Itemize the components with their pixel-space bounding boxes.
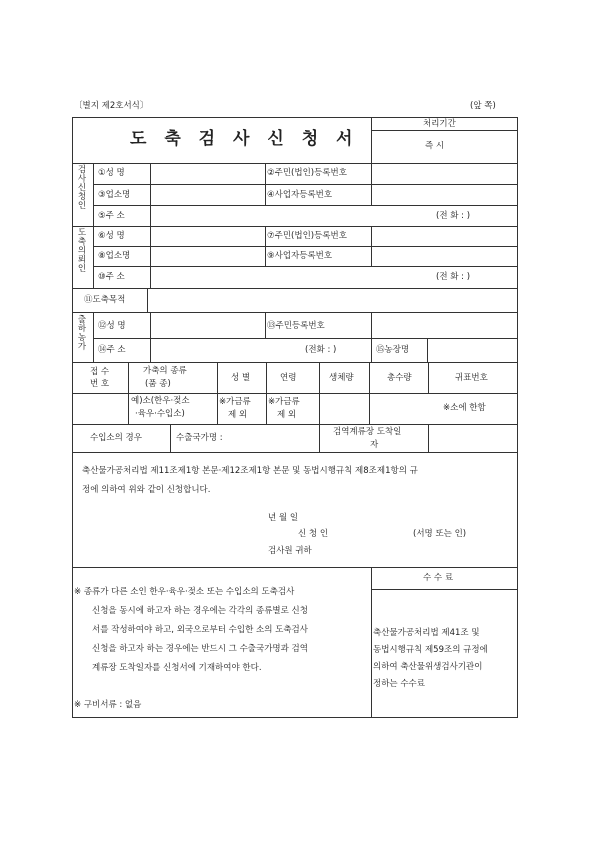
receipt-no-field[interactable] <box>73 394 127 424</box>
live-weight-field[interactable] <box>320 394 368 424</box>
form-number: 〔별지 제2호서식〕 <box>74 101 149 111</box>
shipper-regno-label: ⑬주민등록번호 <box>267 321 325 331</box>
shipper-address-field[interactable] <box>151 339 301 362</box>
recipient-label: 검사원 귀하 <box>268 546 312 556</box>
poultry-exclude-note-1a: ※가금류 <box>219 397 251 407</box>
client-name-label: ⑥성 명 <box>98 231 125 241</box>
client-bizreg-field[interactable] <box>372 247 516 266</box>
applicant-group-label: 검 사 신 청 인 <box>77 165 87 211</box>
applicant-business-label: ③업소명 <box>98 190 131 200</box>
receipt-no-header-2: 번 호 <box>90 379 110 389</box>
client-regno-field[interactable] <box>372 227 516 246</box>
farm-name-field[interactable] <box>428 339 516 362</box>
shipper-regno-field[interactable] <box>372 313 516 338</box>
required-documents-note: ※ 구비서류 : 없음 <box>74 700 142 710</box>
applicant-name-label: ①성 명 <box>98 168 125 178</box>
shipper-phone-label: (전화 : ) <box>305 345 337 355</box>
remark-line-2: 신청을 동시에 하고자 하는 경우에는 각각의 종류별로 신청 <box>92 606 308 616</box>
applicant-sign-label: 신 청 인 <box>298 529 329 539</box>
livestock-kind-header-2: (품 종) <box>145 379 171 389</box>
ear-tag-header: 귀표번호 <box>455 373 488 383</box>
export-country-label: 수출국가명 : <box>176 433 223 443</box>
client-bizreg-label: ⑨사업자등록번호 <box>267 251 333 261</box>
shipper-name-label: ⑫성 명 <box>98 321 126 331</box>
client-address-label: ⑩주 소 <box>98 272 125 282</box>
poultry-exclude-note-2a: ※가금류 <box>268 397 300 407</box>
applicant-bizreg-field[interactable] <box>372 185 516 205</box>
sex-header: 성 별 <box>231 373 251 383</box>
remark-line-5: 계류장 도착일자를 신청서에 기재하여야 한다. <box>92 663 262 673</box>
client-business-field[interactable] <box>151 247 264 266</box>
fee-line-2: 동법시행규칙 제59조의 규정에 <box>373 645 488 655</box>
applicant-address-field[interactable] <box>151 206 421 226</box>
remark-line-1: ※ 종류가 다른 소인 한우·육우·젖소 또는 수입소의 도축검사 <box>74 587 295 597</box>
livestock-example-1: 예)소(한우·젖소 <box>131 396 190 406</box>
applicant-phone-label: (전 화 : ) <box>436 211 471 221</box>
shipper-address-label: ⑭주 소 <box>98 345 126 355</box>
live-weight-header: 생체량 <box>329 373 354 383</box>
quarantine-date-label-2: 자 <box>370 440 379 450</box>
quarantine-date-label-1: 검역계류장 도착일 <box>333 427 402 437</box>
export-country-field[interactable] <box>240 425 318 452</box>
fee-line-1: 축산물가공처리법 제41조 및 <box>373 628 480 638</box>
poultry-exclude-note-2b: 제 외 <box>277 410 297 420</box>
quarantine-date-field[interactable] <box>429 425 516 452</box>
form-title: 도 축 검 사 신 청 서 <box>130 129 359 149</box>
remark-line-3: 서를 작성하여야 하고, 외국으로부터 수입한 소의 도축검사 <box>92 625 308 635</box>
page-side: (앞 쪽) <box>470 101 496 111</box>
applicant-bizreg-label: ④사업자등록번호 <box>267 190 333 200</box>
statement-line-2: 정에 의하여 위와 같이 신청합니다. <box>82 485 211 495</box>
remark-line-4: 신청을 하고자 하는 경우에는 반드시 그 수출국가명과 검역 <box>92 644 308 654</box>
processing-period-value: 즉 시 <box>425 141 445 151</box>
client-business-label: ⑧업소명 <box>98 251 131 261</box>
total-header: 총수량 <box>387 373 412 383</box>
purpose-field[interactable] <box>148 289 516 312</box>
fee-label: 수 수 료 <box>423 573 454 583</box>
statement-line-1: 축산물가공처리법 제11조제1항 본문·제12조제1항 본문 및 동법시행규칙 제8조제1항의 규 <box>82 466 418 476</box>
applicant-regno-field[interactable] <box>372 164 516 184</box>
cattle-only-note: ※소에 한함 <box>443 403 486 413</box>
client-address-field[interactable] <box>151 267 421 288</box>
applicant-regno-label: ②주민(법인)등록번호 <box>267 168 347 178</box>
farm-name-label: ⑮농장명 <box>376 345 410 355</box>
applicant-signature-field[interactable] <box>350 526 408 540</box>
purpose-label: ⑪도축목적 <box>84 295 126 305</box>
age-header: 연령 <box>280 373 297 383</box>
date-line: 년 월 일 <box>268 513 299 523</box>
shipper-name-field[interactable] <box>151 313 264 338</box>
import-case-label: 수입소의 경우 <box>90 433 142 443</box>
receipt-no-header-1: 접 수 <box>90 367 110 377</box>
poultry-exclude-note-1b: 제 외 <box>228 410 248 420</box>
livestock-kind-header-1: 가축의 종류 <box>143 366 187 376</box>
fee-line-3: 의하여 축산물위생검사기관이 <box>373 662 483 672</box>
client-phone-label: (전 화 : ) <box>436 272 471 282</box>
processing-period-label: 처리기간 <box>423 119 456 129</box>
shipper-group-label: 출 하 농 가 <box>77 315 87 352</box>
applicant-address-label: ⑤주 소 <box>98 211 125 221</box>
client-group-label: 도 축 의 뢰 인 <box>77 228 87 274</box>
client-name-field[interactable] <box>151 227 264 246</box>
signature-or-seal-note: (서명 또는 인) <box>413 529 467 539</box>
total-field[interactable] <box>370 394 427 424</box>
fee-line-4: 정하는 수수료 <box>373 679 425 689</box>
client-regno-label: ⑦주민(법인)등록번호 <box>267 231 347 241</box>
applicant-name-field[interactable] <box>151 164 264 184</box>
applicant-business-field[interactable] <box>151 185 264 205</box>
livestock-example-2: ·육우·수입소) <box>135 409 185 419</box>
